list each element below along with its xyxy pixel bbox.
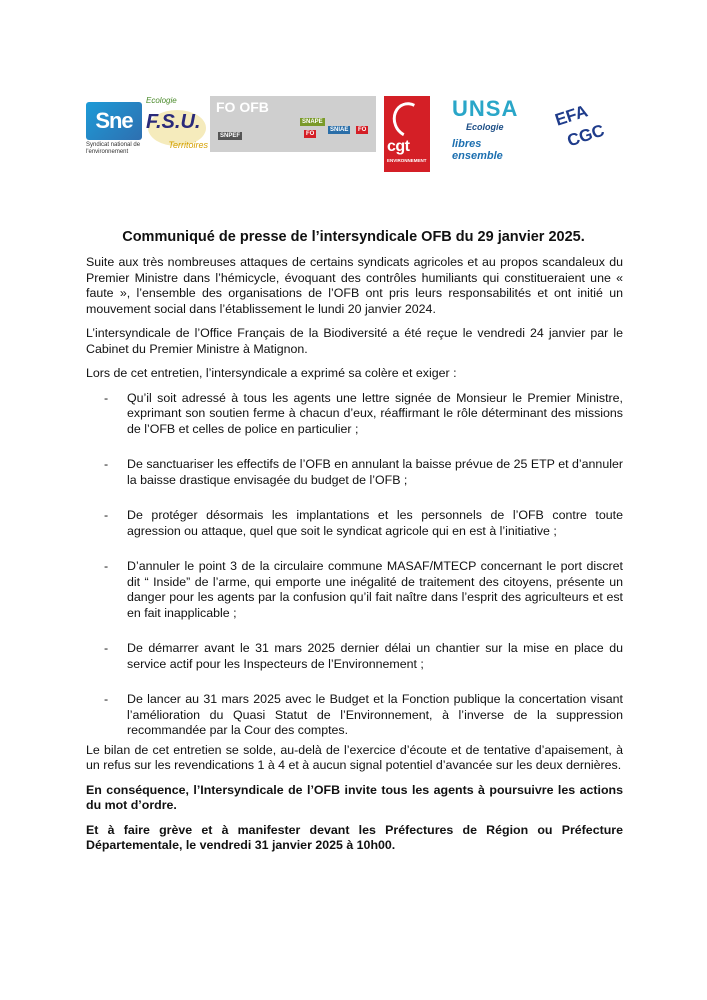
demands-list: [86, 391, 623, 739]
dash-bullet: -: [104, 390, 109, 405]
unsa-logo: [452, 96, 534, 174]
cgt-logo: [384, 96, 430, 172]
call-to-action-paragraph: En conséquence, l’Intersyndicale de l’OFB invite tous les agents à poursuivre les actions du mot d’ordre.: [86, 782, 623, 812]
dash-bullet: -: [104, 692, 109, 706]
cgt-logo-name: cgt: [387, 138, 410, 155]
list-item: [86, 457, 623, 488]
conclusion-paragraph: Le bilan de cet entretien se solde, au-delà de l’exercice d’écoute et de tentative d’apaisement, à un refus sur les revendications 1 à 4 et à aucun signal potentiel d’avancée sur les deux dernières.: [86, 742, 623, 772]
efa-logo-line1: EFA: [552, 101, 591, 130]
cgt-swoosh-icon: [388, 98, 430, 143]
list-item: [86, 641, 623, 672]
list-item: [86, 559, 623, 621]
fsu-logo: [146, 96, 208, 170]
cgt-logo-sub: ENVIRONNEMENT: [387, 158, 427, 163]
dash-bullet: -: [104, 457, 109, 471]
list-item-text: D’annuler le point 3 de la circulaire commune MASAF/MTECP concernant le port discret dit “ Inside” de l’arme, qui emporte une inégalité de traitement des citoyens, présente un danger pour les agents par la confusion qu’il fait naître dans l’esprit des agriculteurs et est en fait inapplicable ;: [127, 559, 623, 620]
demands-intro: Lors de cet entretien, l’intersyndicale a exprimé sa colère et exiger :: [86, 366, 457, 380]
fo-badge: SNAPE: [302, 119, 323, 125]
list-item-text: De démarrer avant le 31 mars 2025 dernier délai un chantier sur la mise en place du service actif pour les Inspecteurs de l’Environnement ;: [127, 641, 623, 671]
press-release-title: Communiqué de presse de l’intersyndicale OFB du 29 janvier 2025.: [122, 229, 585, 245]
fo-ofb-logo: [210, 96, 376, 152]
list-item-text: De protéger désormais les implantations et les personnels de l’OFB contre toute agression ou attaque, quel que soit le syndicat agricole qui en est à l’initiative ;: [127, 508, 623, 538]
fsu-logo-bottom: Territoires: [168, 140, 208, 150]
intro-paragraph: Suite aux très nombreuses attaques de certains syndicats agricoles et au propos scandaleux du Premier Ministre dans l’hémicycle, évoquant des contrôles humiliants qui constitueraient une « faute », l’ensemble des organisations de l’OFB ont pris leurs responsabilités et ont initié un mouvement social dans l’établissement le lundi 20 janvier 2024.: [86, 255, 623, 316]
press-release-body: [86, 255, 623, 863]
fo-ofb-logo-title: FO OFB: [216, 99, 269, 115]
fsu-logo-top: Ecologie: [146, 96, 177, 105]
sne-logo: [86, 102, 146, 164]
fo-badge: FO: [358, 127, 367, 133]
fo-badge: SNPEF: [220, 133, 241, 139]
efa-logo-line2: CGC: [564, 120, 607, 151]
list-item-text: De lancer au 31 mars 2025 avec le Budget et la Fonction publique la concertation visant l’amélioration du Quasi Statut de l’Environnement, à l’inverse de la suppression recommandée par la Cour des comptes.: [127, 692, 623, 737]
dash-bullet: -: [104, 559, 109, 573]
list-item: [86, 508, 623, 539]
meeting-paragraph: L’intersyndicale de l’Office Français de la Biodiversité a été reçue le vendredi 24 janvier par le Cabinet du Premier Ministre à Matignon.: [86, 326, 623, 356]
list-item-text: De sanctuariser les effectifs de l’OFB en annulant la baisse prévue de 25 ETP et d’annuler la baisse drastique envisagée du budget de l’OFB ;: [127, 457, 623, 487]
dash-bullet: -: [104, 508, 109, 522]
unsa-logo-slogan: libres ensemble: [452, 138, 503, 162]
strike-announcement-paragraph: Et à faire grève et à manifester devant les Préfectures de Région ou Préfecture Départementale, le vendredi 31 janvier 2025 à 10h00.: [86, 822, 623, 852]
unsa-logo-ecologie: Ecologie: [466, 122, 504, 132]
unsa-logo-name: UNSA: [452, 96, 519, 121]
logo-banner: [0, 90, 707, 180]
sne-logo-mark: Sne: [86, 102, 142, 140]
fsu-logo-name: F.S.U.: [146, 111, 201, 133]
list-item: [86, 692, 623, 739]
fo-badge: FO: [306, 131, 315, 137]
list-item: [86, 391, 623, 438]
list-item-text: Qu’il soit adressé à tous les agents une lettre signée de Monsieur le Premier Ministre, exprimant son soutien ferme à chacun d’eux, réaffirmant le rôle déterminant des missions de l’OFB et celles de police en particulier ;: [127, 390, 623, 436]
fo-badge: SNIAE: [330, 127, 349, 133]
sne-logo-subtitle: Syndicat national de l'environnement: [86, 142, 141, 155]
efa-cgc-logo: [553, 100, 615, 158]
dash-bullet: -: [104, 641, 109, 655]
